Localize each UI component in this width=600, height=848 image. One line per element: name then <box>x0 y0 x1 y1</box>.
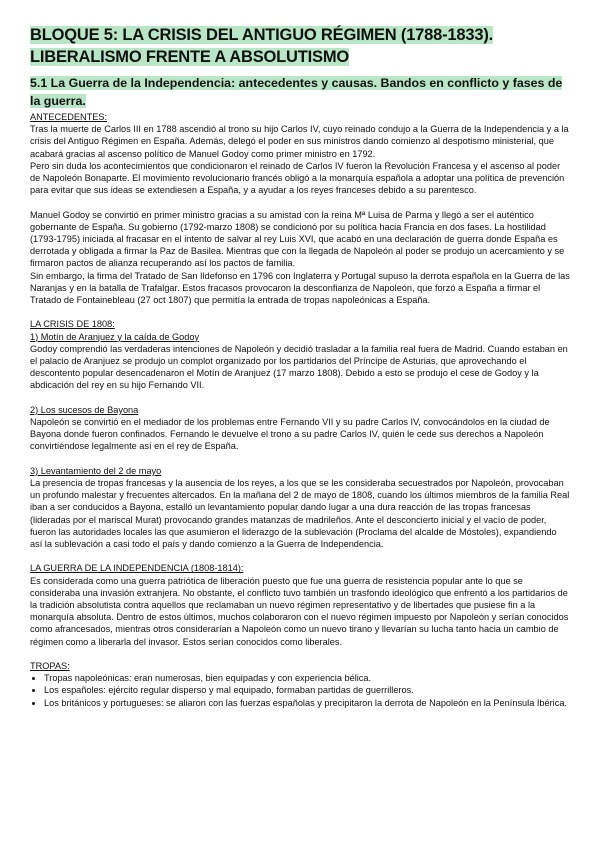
spacer <box>30 392 570 404</box>
section-heading: 5.1 La Guerra de la Independencia: antecedentes y causas. Bandos en conflicto y fases de la guerra. <box>30 76 563 108</box>
mayo-paragraph: La presencia de tropas francesas y la ausencia de los reyes, a los que se les consideraba secuestrados por Napoleón, provocaban un profundo malestar y frecuentes altercados. En la mañana del 2 de mayo de 1808, cuando los últimos miembros de la familia Real iban a ser conducidos a Bayona, estalló un levantamiento popular dando lugar a una dura reacción de las tropas francesas (lideradas por el mariscal Murat) provocando grandes matanzas de madrileños. Ante el desconcierto inicial y el vacío de poder, fueron las autoridades locales las que asumieron el liderazgo de la sublevación (Proclama del alcalde de Móstoles), expandiendo así la sublevación a casi todo el país y dando comienzo a la Guerra de Independencia. <box>30 478 570 550</box>
list-item: • Los españoles: ejército regular disperso y mal equipado, formaban partidas de guerrilleros. <box>44 684 570 696</box>
motin-heading: 1) Motín de Aranjuez y la caída de Godoy <box>30 331 200 342</box>
spacer <box>30 550 570 562</box>
list-item: • Los británicos y portugueses: se aliaron con las fuerzas españolas y precipitaron la derrota de Napoleón en la Península Ibérica. <box>44 697 570 709</box>
antecedentes-paragraph-4: Sin embargo, la firma del Tratado de San Ildefonso en 1796 con Inglaterra y Portugal supuso la derrota española en la Guerra de las Naranjas y en la batalla de Trafalgar. Estos fracasos provocaron la desconfianza de Napoleón, que forzó a España a firmar el Tratado de Fontainebleau (27 oct 1807) que permitía la entrada de tropas napoleónicas a España. <box>30 270 570 306</box>
spacer <box>30 196 570 208</box>
antecedentes-paragraph-3: Manuel Godoy se convirtió en primer ministro gracias a su amistad con la reina Mª Luisa de Parma y llegó a ser el auténtico gobernante de España. Su gobierno (1792-marzo 1808) se condicionó por su política hacia Francia en dos fases. La hostilidad (1793-1795) iniciada al fracasar en el intento de salvar al rey Luis XVI, que acabó en una declaración de guerra donde España es derrotada y obligada a firmar la Paz de Basilea. Mientras que con la llegada de Napoleón al poder se produjo un acercamiento y se firmaron pactos de alianza recuperando así los pactos de familia. <box>30 209 565 269</box>
antecedentes-heading: ANTECEDENTES: <box>30 112 108 122</box>
spacer <box>30 453 570 465</box>
bayona-heading: 2) Los sucesos de Bayona <box>30 404 139 415</box>
tropas-heading: TROPAS: <box>30 661 70 672</box>
crisis-heading: LA CRISIS DE 1808: <box>30 319 115 330</box>
guerra-paragraph: Es considerada como una guerra patriótica de liberación puesto que fue una guerra de resistencia popular ante lo que se consideraba una invasión extranjera. No obstante, el conflicto tuvo también un trasfondo ideológico que enfrentó a los partidarios de la tradición absolutista contra aquellos que reclamaban un nuevo régimen representativo y de libertades que pusiese fin a la monarquía absoluta. Dentro de estos últimos, muchos colaboraron con el nuevo régimen impuesto por Napoleón y serían conocidos como afrancesados, mientras otros considerarían a Napoleón como un nuevo tirano y llevarían su lucha tanto hacia un cambio de régimen como a liberarla del invasor. Estos serían conocidos como liberales. <box>30 575 569 647</box>
mayo-heading: 3) Levantamiento del 2 de mayo <box>30 465 162 476</box>
guerra-heading: LA GUERRA DE LA INDEPENDENCIA (1808-1814): <box>30 563 244 574</box>
section-heading-wrap <box>30 74 570 110</box>
antecedentes-paragraph-2: Pero sin duda los acontecimientos que condicionaron el reinado de Carlos IV fueron la Revolución Francesa y el ascenso al poder de Napoleón Bonaparte. El movimiento revolucionario francés obligó a la monarquía española a adoptar una política de prevención para evitar que sus ideas se extendiesen a España, y a ayudar a los reyes franceses debido a su parentesco. <box>30 160 565 196</box>
spacer <box>30 648 570 660</box>
bayona-paragraph: Napoleón se convirtió en el mediador de los problemas entre Fernando VII y su padre Carlos IV, convocándolos en la ciudad de Bayona donde fueron confinados. Fernando le devuelve el trono a su padre Carlos IV, quién le cede sus derechos a Napoleón convirtiéndose legalmente así en el rey de España. <box>30 417 550 452</box>
page-title <box>30 24 570 68</box>
list-item: • Tropas napoleónicas: eran numerosas, bien equipadas y con experiencia bélica. <box>44 672 570 684</box>
title-line-2: LIBERALISMO FRENTE A ABSOLUTISMO <box>30 48 350 66</box>
spacer <box>30 306 570 318</box>
tropas-list <box>30 672 570 709</box>
title-line-1: BLOQUE 5: LA CRISIS DEL ANTIGUO RÉGIMEN (1788-1833). <box>30 26 493 44</box>
motin-paragraph: Godoy comprendió las verdaderas intenciones de Napoleón y decidió trasladar a la familia real fuera de Madrid. Cuando estaban en el palacio de Aranjuez se produjo un complot organizado por los partidarios del Príncipe de Asturias, que aprovechando el descontento popular desencadenaron el Motín de Aranjuez (17 marzo 1808). Debido a esto se produjo el cese de Godoy y la abdicación del rey en su hijo Fernando VII. <box>30 343 568 391</box>
antecedentes-paragraph-1: Tras la muerte de Carlos III en 1788 ascendió al trono su hijo Carlos IV, cuyo reinado condujo a la Guerra de la Independencia y a la crisis del Antiguo Régimen en España. Además, delegó el poder en sus ministros dando comienzo al despotismo ministerial, que acabará gracias al ascenso político de Manuel Godoy como primer ministro en 1792. <box>30 124 569 159</box>
